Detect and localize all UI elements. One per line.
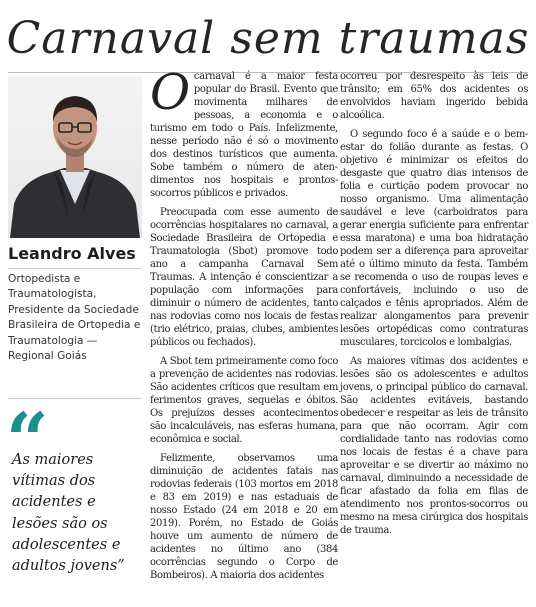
paragraph-2: Preocupada com esse aumento de ocorrências hospitalares no carnaval, a Sociedade Brasileira de Ortopedia e Traumatologia (Sbot) promove todo ano a campanha Carnaval Sem Traumas. A intenção é conscientizar a população com informações para diminuir o número de acidentes, tanto nas rodovias como nos locais de festas (trio elétrico, praias, clubes, ambientes públicos ou fechados).	[150, 207, 338, 348]
author-portrait-image	[8, 76, 142, 238]
author-photo	[8, 76, 142, 238]
author-name: Leandro Alves	[8, 244, 136, 263]
pull-quote: As maiores vítimas dos acidentes e lesões são os adolescentes e adultos jovens”	[12, 452, 125, 575]
article-column-1	[150, 64, 338, 588]
author-divider	[8, 268, 142, 269]
paragraph-3: A Sbot tem primeiramente como foco a prevenção de acidentes nas rodovias. São acidentes críticos que resultam em ferimentos graves, sequelas e óbitos. Os prejuízos desses acontecimentos são incalculáveis, nas esferas humana, econômica e social.	[150, 356, 338, 445]
paragraph-1-text: carnaval é a maior festa popular do Brasil. Evento que movimenta milhares de pessoas, a economia e o turismo em todo o País. Infelizmente, nesse período não é só o movimento dos destinos turísticos que aumenta. Sobe também o número de atendimentos nos hospitais e prontos-socorros públicos e privados.	[150, 71, 338, 199]
quote-divider	[8, 398, 142, 399]
article-title: Carnaval sem traumas	[6, 13, 530, 64]
paragraph-5: O segundo foco é a saúde e o bem-estar do folião durante as festas. O objetivo é minimizar os efeitos do desgaste que quatro dias intensos de folia e curtição podem provocar no nosso organismo. Uma alimentação saudável e leve (carboidratos para gerar energia suficiente para enfrentar essa maratona) e uma boa hidratação podem ser a diferença para aproveitar até o último minuto da festa. Também se recomenda o uso de roupas leves e confortáveis, incluindo o uso de calçados e tênis apropriados. Além de realizar alongamentos para prevenir lesões ortopédicas como contraturas musculares, torcicolos e lombalgias.	[340, 129, 528, 348]
paragraph-1	[150, 64, 338, 200]
author-role: Ortopedista e Traumatologista, Presidente da Sociedade Brasileira de Ortopedia e Traumatologia — Regional Goiás	[8, 273, 141, 363]
quote-mark-icon	[6, 404, 66, 446]
paragraph-6: As maiores vítimas dos acidentes e lesões são os adolescentes e adultos jovens, o principal público do carnaval. São acidentes evitáveis, bastando obedecer e respeitar as leis de trânsito para que não ocorram. Agir com cordialidade tanto nas rodovias como nos locais de festas é a chave para aproveitar e se divertir ao máximo no carnaval, diminuindo a necessidade de ficar afastado da folia em filas de atendimento nos prontos-socorros ou mesmo na mesa cirúrgica dos hospitais de trauma.	[340, 356, 528, 536]
paragraph-4-continued: ocorreu por desrespeito às leis de trânsito; em 65% dos acidentes os envolvidos haviam ingerido bebida alcoólica.	[340, 71, 528, 121]
drop-cap: O	[150, 64, 190, 121]
paragraph-4: Felizmente, observamos uma diminuição de acidentes fatais nas rodovias federais (103 mortos em 2018 e 83 em 2019) e nas estaduais de nosso Estado (24 em 2018 e 20 em 2019). Porém, no Estado de Goiás houve um aumento de número de acidentes no último ano (384 ocorrências segundo o Corpo de Bombeiros). A maioria dos acidentes	[150, 453, 338, 581]
article-column-2	[340, 70, 528, 543]
quote-mark-glyph	[6, 404, 49, 446]
